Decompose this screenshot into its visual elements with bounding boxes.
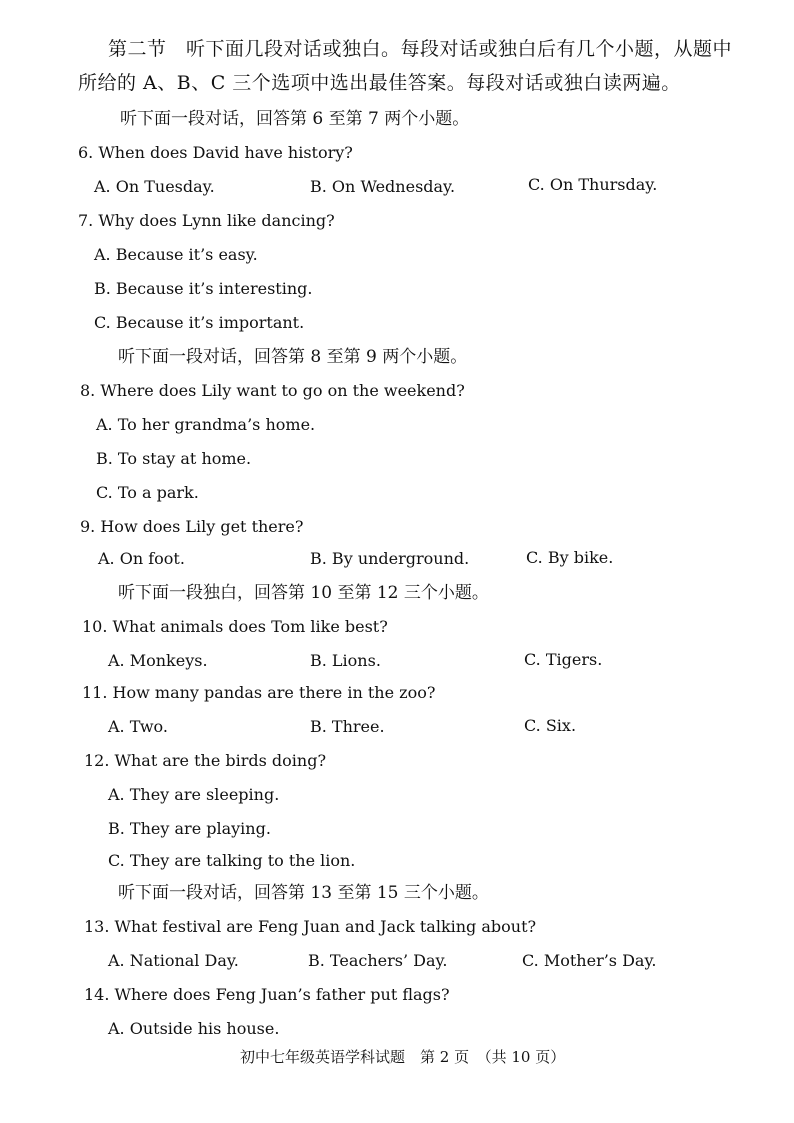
q9-option-b: B. By underground. [310, 549, 470, 568]
q11-option-a: A. Two. [108, 717, 168, 736]
section-intro-line-2: 所给的 A、B、C 三个选项中选出最佳答案。每段对话或独白读两遍。 [78, 72, 681, 94]
question-14: 14. Where does Feng Juan’s father put flags? [84, 985, 450, 1004]
question-12: 12. What are the birds doing? [84, 751, 327, 770]
question-13: 13. What festival are Feng Juan and Jack talking about? [84, 917, 537, 936]
q13-option-b: B. Teachers’ Day. [308, 951, 448, 970]
q6-option-a: A. On Tuesday. [94, 177, 215, 196]
q12-option-a: A. They are sleeping. [108, 785, 280, 804]
page-footer: 初中七年级英语学科试题 第 2 页 （共 10 页） [240, 1048, 566, 1066]
q10-option-c: C. Tigers. [524, 650, 603, 669]
q14-option-a: A. Outside his house. [108, 1019, 280, 1038]
q6-option-b: B. On Wednesday. [310, 177, 456, 196]
section-intro-line-1: 第二节 听下面几段对话或独白。每段对话或独白后有几个小题，从题中 [108, 38, 733, 60]
q7-option-b: B. Because it’s interesting. [94, 279, 313, 298]
q7-option-a: A. Because it’s easy. [94, 245, 258, 264]
q13-option-c: C. Mother’s Day. [522, 951, 657, 970]
q8-option-b: B. To stay at home. [96, 449, 252, 468]
q9-option-a: A. On foot. [98, 549, 185, 568]
group-instruction-3: 听下面一段独白，回答第 10 至第 12 三个小题。 [118, 583, 489, 603]
group-instruction-1: 听下面一段对话，回答第 6 至第 7 两个小题。 [120, 109, 470, 129]
q8-option-a: A. To her grandma’s home. [96, 415, 316, 434]
question-8: 8. Where does Lily want to go on the weekend? [80, 381, 465, 400]
q7-option-c: C. Because it’s important. [94, 313, 305, 332]
question-9: 9. How does Lily get there? [80, 517, 304, 536]
q9-option-c: C. By bike. [526, 548, 614, 567]
q12-option-b: B. They are playing. [108, 819, 271, 838]
q12-option-c: C. They are talking to the lion. [108, 851, 356, 870]
q10-option-b: B. Lions. [310, 651, 381, 670]
group-instruction-2: 听下面一段对话，回答第 8 至第 9 两个小题。 [118, 347, 468, 367]
question-7: 7. Why does Lynn like dancing? [78, 211, 335, 230]
q11-option-b: B. Three. [310, 717, 385, 736]
question-11: 11. How many pandas are there in the zoo? [82, 683, 436, 702]
question-6: 6. When does David have history? [78, 143, 353, 162]
q13-option-a: A. National Day. [108, 951, 239, 970]
q6-option-c: C. On Thursday. [528, 175, 658, 194]
group-instruction-4: 听下面一段对话，回答第 13 至第 15 三个小题。 [118, 883, 489, 903]
q11-option-c: C. Six. [524, 716, 577, 735]
q10-option-a: A. Monkeys. [108, 651, 208, 670]
question-10: 10. What animals does Tom like best? [82, 617, 388, 636]
q8-option-c: C. To a park. [96, 483, 199, 502]
